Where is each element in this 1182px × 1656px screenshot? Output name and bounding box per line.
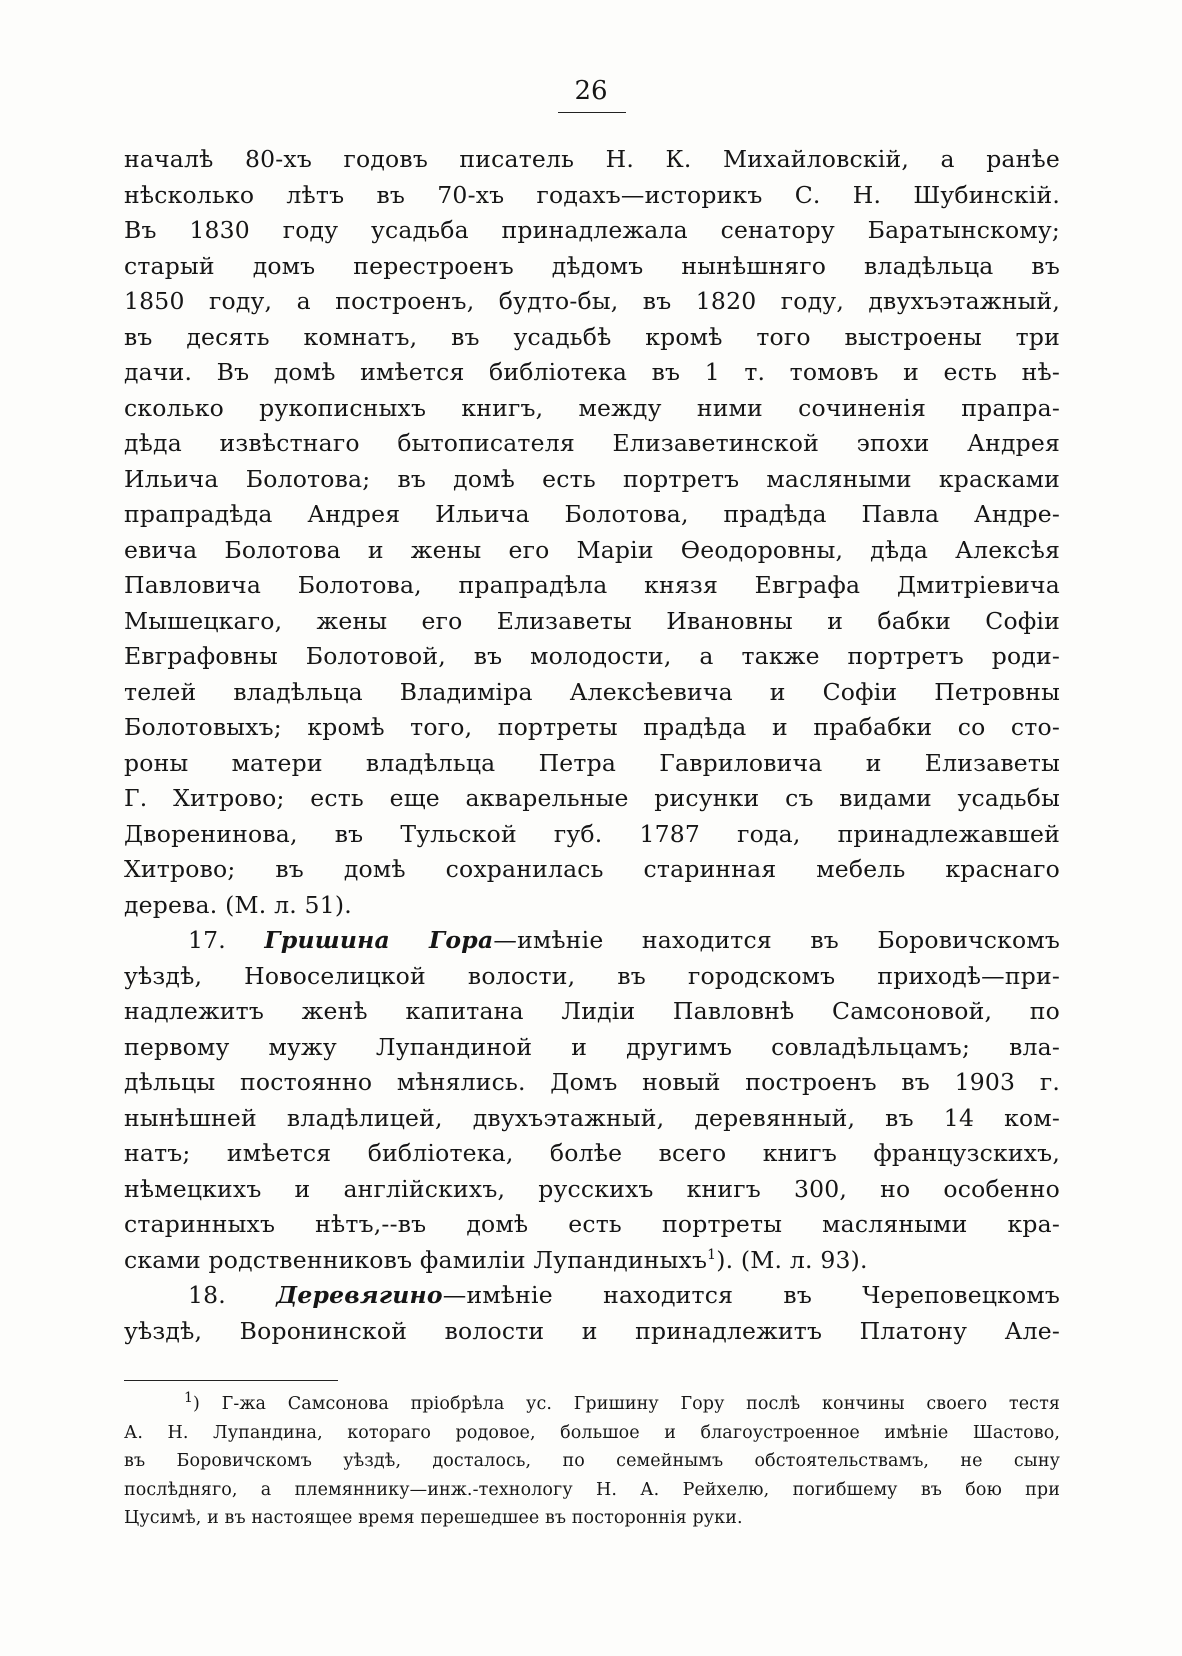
text-line: сколько рукописныхъ книгъ, между ними сочиненія прапра-: [124, 393, 1060, 422]
text-line: въ десять комнатъ, въ усадьбѣ кромѣ того выстроены три: [124, 322, 1060, 351]
entry-text: —имѣніе находится въ Череповецкомъ: [442, 1281, 1060, 1309]
text-line: надлежитъ женѣ капитана Лидіи Павловнѣ Самсоновой, по: [124, 997, 1060, 1025]
text-line: телей владѣльца Владиміра Алексѣевича и Софіи Петровны: [124, 677, 1060, 706]
text-line: началѣ 80-хъ годовъ писатель Н. К. Михайловскій, а ранѣе: [124, 145, 1060, 173]
footnote: [124, 1390, 1060, 1533]
text-line: Хитрово; въ домѣ сохранилась старинная мебель краснаго: [124, 855, 1060, 883]
text-line: Павловича Болотова, прапрадѣла князя Евграфа Дмитріевича: [124, 571, 1060, 599]
entry-text: ). (М. л. 93).: [716, 1245, 868, 1274]
footnote-line: въ Боровичскомъ уѣздѣ, досталось, по семейнымъ обстоятельствамъ, не сыну: [124, 1451, 1060, 1471]
entry-title: Деревягино: [276, 1281, 443, 1309]
text-line: 1850 году, а построенъ, будто-бы, въ 1820 году, двухъэтажный,: [124, 287, 1060, 315]
text-line: Двоpенинова, въ Тульской губ. 1787 года, принадлежавшей: [124, 819, 1060, 848]
text-line: Мышецкаго, жены его Елизаветы Ивановны и бабки Софіи: [124, 606, 1060, 635]
entry-title: Гришина Гора: [264, 926, 494, 954]
page-number: 26: [574, 76, 608, 106]
text-line: дерева. (М. л. 51).: [124, 890, 352, 919]
text-line: дачи. Въ домѣ имѣется библіотека въ 1 т. томовъ и есть нѣ-: [124, 358, 1060, 386]
footnote-line: [124, 1390, 1060, 1419]
text-line: Болотовыхъ; кромѣ того, портреты прадѣда и прабабки со сто-: [124, 713, 1060, 741]
text-line: натъ; имѣется библіотека, болѣе всего книгъ французскихъ,: [124, 1139, 1060, 1167]
text-line: дѣда извѣстнаго бытописателя Елизаветинской эпохи Андрея: [124, 429, 1060, 457]
footnote-line: послѣдняго, а племяннику—инж.-технологу Н. А. Рейхелю, погибшему въ бою при: [124, 1479, 1060, 1500]
text-line: старый домъ перестроенъ дѣдомъ нынѣшняго владѣльца въ: [124, 251, 1060, 280]
footnote-line: А. Н. Лупандина, котораго родовое, большое и благоустроенное имѣніе Шастово,: [124, 1422, 1060, 1443]
entry-text: —имѣніе находится въ Боровичскомъ: [493, 926, 1060, 954]
footnote-text: ) Г-жа Самсонова пріобрѣла ус. Гришину Гору послѣ кончины своего тестя: [193, 1394, 1060, 1414]
body-text: [124, 142, 1060, 1349]
text-line: первому мужу Лупандиной и другимъ совладѣльцамъ; вла-: [124, 1032, 1060, 1061]
entry-18-heading-line: [124, 1278, 1060, 1314]
text-line: уѣздѣ, Воронинской волости и принадлежитъ Платону Але-: [124, 1316, 1060, 1345]
footnote-mark: 1: [184, 1390, 194, 1407]
entry-17-last-line: [124, 1243, 1060, 1279]
text-line: евича Болотова и жены его Маріи Ѳеодоровны, дѣда Алексѣя: [124, 535, 1060, 564]
text-line: нынѣшней владѣлицей, двухъэтажный, деревянный, въ 14 ком-: [124, 1103, 1060, 1132]
page-number-rule: [558, 112, 626, 113]
entry-number: 18.: [188, 1281, 226, 1309]
text-line: Ильича Болотова; въ домѣ есть портретъ масляными красками: [124, 464, 1060, 493]
text-line: нѣсколько лѣтъ въ 70-хъ годахъ—историкъ С. Н. Шубинскій.: [124, 180, 1060, 209]
entry-17-heading-line: [124, 923, 1060, 959]
text-line: прапрадѣда Андрея Ильича Болотова, прадѣда Павла Андре-: [124, 500, 1060, 528]
text-line: дѣльцы постоянно мѣнялись. Домъ новый построенъ въ 1903 г.: [124, 1068, 1060, 1096]
footnote-separator: [124, 1380, 338, 1381]
entry-text: сками родственниковъ фамиліи Лупандиныхъ: [124, 1245, 708, 1274]
text-line: роны матери владѣльца Петра Гавриловича и Елизаветы: [124, 748, 1060, 777]
entry-number: 17.: [188, 926, 226, 954]
text-line: нѣмецкихъ и англійскихъ, русскихъ книгъ 300, но особенно: [124, 1174, 1060, 1203]
text-line: Въ 1830 году усадьба принадлежала сенатору Баратынскому;: [124, 216, 1060, 244]
text-line: Г. Хитрово; есть еще акварельные рисунки съ видами усадьбы: [124, 784, 1060, 812]
footnote-line: Цусимѣ, и въ настоящее время перешедшее въ постороннія руки.: [124, 1508, 743, 1528]
footnote-reference[interactable]: 1: [707, 1246, 717, 1263]
text-line: старинныхъ нѣтъ,--въ домѣ есть портреты масляными кра-: [124, 1210, 1060, 1238]
text-line: уѣздѣ, Новоселицкой волости, въ городскомъ приходѣ—при-: [124, 961, 1060, 990]
text-line: Евграфовны Болотовой, въ молодости, а также портретъ роди-: [124, 642, 1060, 670]
